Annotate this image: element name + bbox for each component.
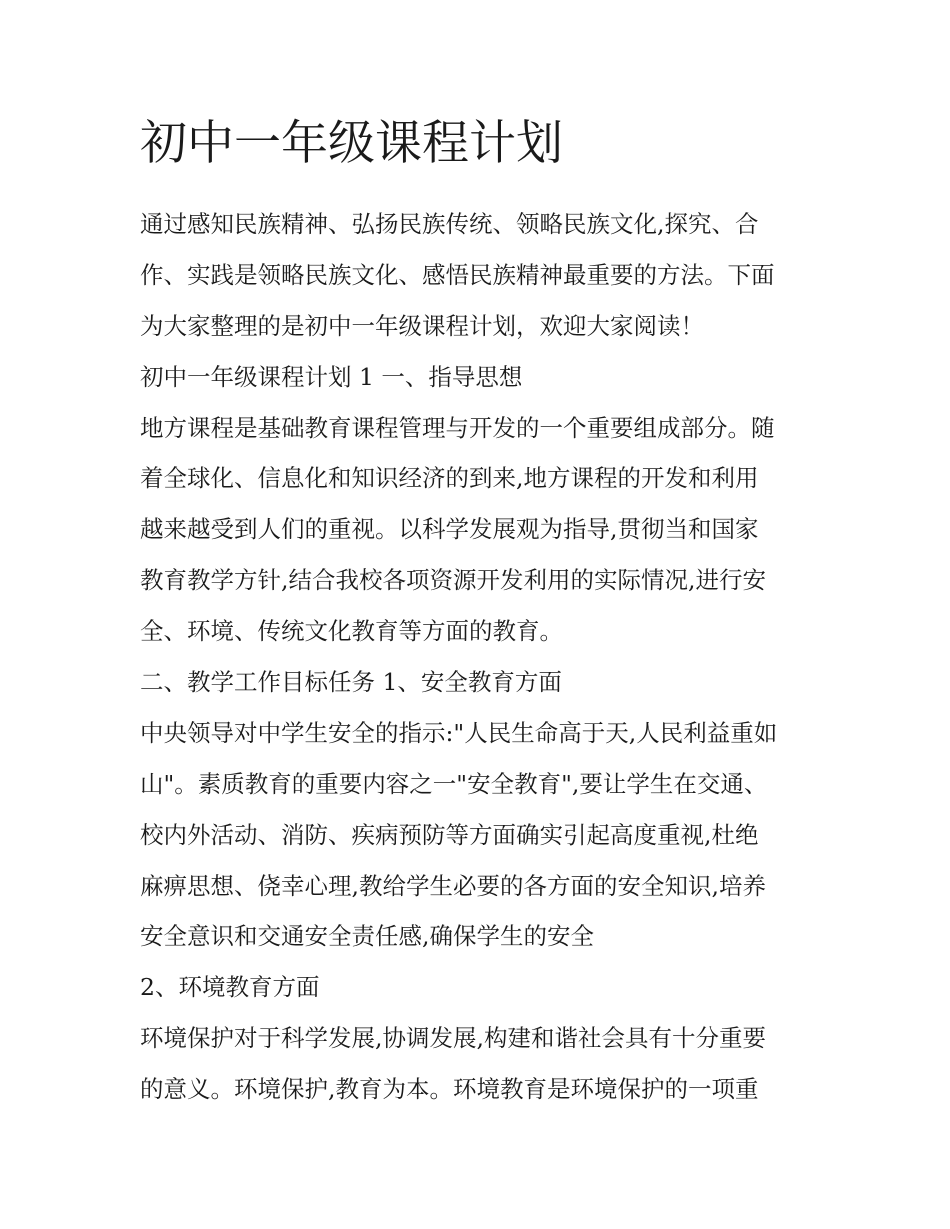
section-heading: 2、环境教育方面 [140,973,320,1002]
body-line: 校内外活动、消防、疾病预防等方面确实引起高度重视,杜绝 [140,820,759,849]
body-line: 作、实践是领略民族文化、感悟民族精神最重要的方法。下面 [140,260,775,289]
document-body [140,199,816,1115]
body-line: 麻痹思想、侥幸心理,教给学生必要的各方面的安全知识,培养 [140,871,766,900]
body-line: 地方课程是基础教育课程管理与开发的一个重要组成部分。随 [140,413,775,442]
document-title: 初中一年级课程计划 [140,116,563,171]
body-line: 教育教学方针,结合我校各项资源开发利用的实际情况,进行安 [140,566,766,595]
body-line: 中央领导对中学生安全的指示:"人民生命高于天,人民利益重如 [140,718,778,747]
body-line: 的意义。环境保护,教育为本。环境教育是环境保护的一项重 [140,1075,759,1104]
section-heading: 二、教学工作目标任务 1、安全教育方面 [140,668,562,697]
body-line: 安全意识和交通安全责任感,确保学生的安全 [140,922,594,951]
section-heading: 初中一年级课程计划 1 一、指导思想 [140,362,523,391]
body-line: 通过感知民族精神、弘扬民族传统、领略民族文化,探究、合 [140,210,759,238]
body-line: 环境保护对于科学发展,协调发展,构建和谐社会具有十分重要 [140,1024,766,1053]
body-line: 全、环境、传统文化教育等方面的教育。 [140,617,563,646]
body-line: 着全球化、信息化和知识经济的到来,地方课程的开发和利用 [140,464,759,493]
body-line: 越来越受到人们的重视。以科学发展观为指导,贯彻当和国家 [140,515,759,544]
body-line: 为大家整理的是初中一年级课程计划，欢迎大家阅读！ [140,311,704,340]
body-line: 山"。素质教育的重要内容之一"安全教育",要让学生在交通、 [140,769,768,798]
